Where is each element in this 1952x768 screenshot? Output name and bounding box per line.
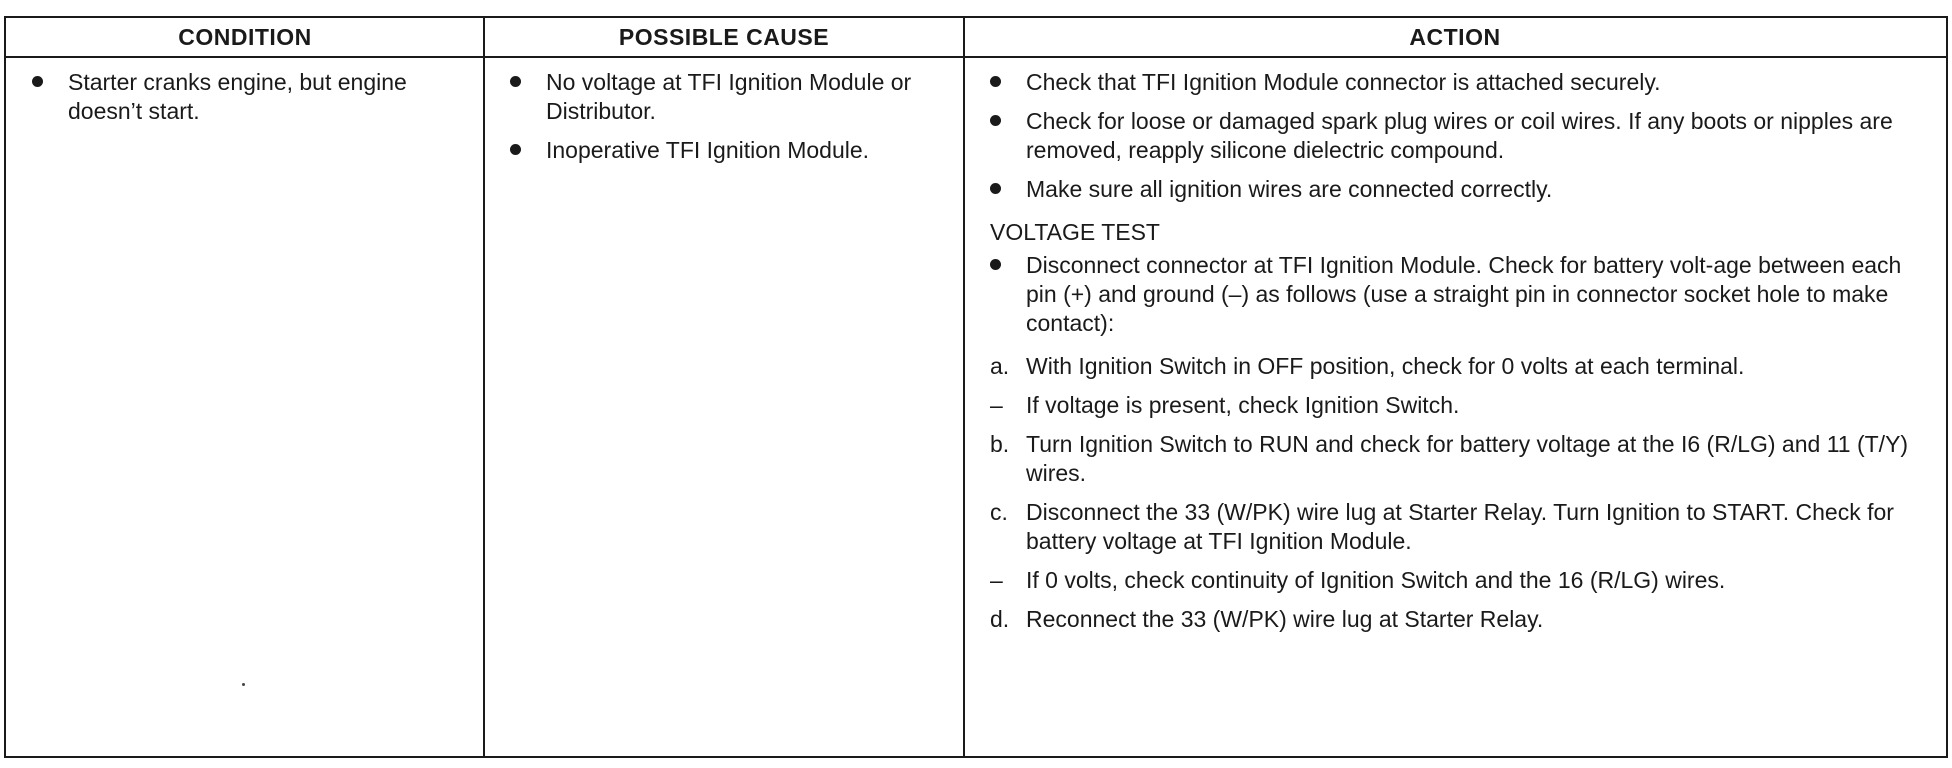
action-item [964, 251, 1946, 338]
action-text: Check that TFI Ignition Module connector is attached securely. [1026, 69, 1661, 95]
voltage-test-heading: VOLTAGE TEST [990, 219, 1160, 245]
bullet-icon [990, 183, 1001, 194]
action-text: Check for loose or damaged spark plug wires or coil wires. If any boots or nipples are removed, reapply silicone dielectric compound. [1026, 108, 1893, 163]
step-marker: d. [990, 606, 1010, 632]
step-text: Reconnect the 33 (W/PK) wire lug at Starter Relay. [1026, 606, 1544, 632]
cause-item [484, 68, 964, 126]
bullet-icon [510, 76, 521, 87]
condition-column [6, 56, 484, 756]
bullet-icon [990, 259, 1001, 270]
action-text: Disconnect connector at TFI Ignition Module. Check for battery volt-age between each pin (+) and ground (–) as follows (use a straight pin in connector socket hole to make contact): [1026, 252, 1902, 336]
step-text: If 0 volts, check continuity of Ignition Switch and the 16 (R/LG) wires. [1026, 567, 1726, 593]
step-marker: c. [990, 499, 1008, 525]
step-marker: – [990, 392, 1003, 418]
test-step [964, 498, 1946, 556]
cause-item [484, 136, 964, 165]
action-text: Make sure all ignition wires are connected correctly. [1026, 176, 1553, 202]
cause-text: No voltage at TFI Ignition Module or Distributor. [546, 69, 912, 124]
step-text: Disconnect the 33 (W/PK) wire lug at Starter Relay. Turn Ignition to START. Check for battery voltage at TFI Ignition Module. [1026, 499, 1894, 554]
action-item [964, 175, 1946, 204]
step-text: If voltage is present, check Ignition Switch. [1026, 392, 1460, 418]
test-step [964, 391, 1946, 420]
step-marker: b. [990, 431, 1010, 457]
condition-text: Starter cranks engine, but engine doesn’t start. [68, 69, 407, 124]
step-text: Turn Ignition Switch to RUN and check for battery voltage at the I6 (R/LG) and 11 (T/Y) wires. [1026, 431, 1909, 486]
troubleshooting-table [4, 16, 1948, 758]
step-marker: a. [990, 353, 1010, 379]
test-step [964, 430, 1946, 488]
bullet-icon [990, 76, 1001, 87]
test-step [964, 605, 1946, 634]
possible-cause-column [484, 56, 964, 756]
step-marker: – [990, 567, 1003, 593]
action-item [964, 107, 1946, 165]
action-item [964, 68, 1946, 97]
header-action: ACTION [1409, 23, 1501, 50]
header-condition: CONDITION [178, 23, 312, 50]
header-possible-cause: POSSIBLE CAUSE [618, 23, 830, 50]
table-header-row [6, 18, 1946, 58]
step-text: With Ignition Switch in OFF position, check for 0 volts at each terminal. [1026, 353, 1745, 379]
bullet-icon [990, 115, 1001, 126]
action-column [964, 56, 1946, 756]
bullet-icon [32, 76, 43, 87]
test-step [964, 566, 1946, 595]
scan-speck [242, 683, 245, 686]
test-step [964, 352, 1946, 381]
condition-item [6, 68, 484, 126]
bullet-icon [510, 144, 521, 155]
cause-text: Inoperative TFI Ignition Module. [546, 137, 870, 163]
